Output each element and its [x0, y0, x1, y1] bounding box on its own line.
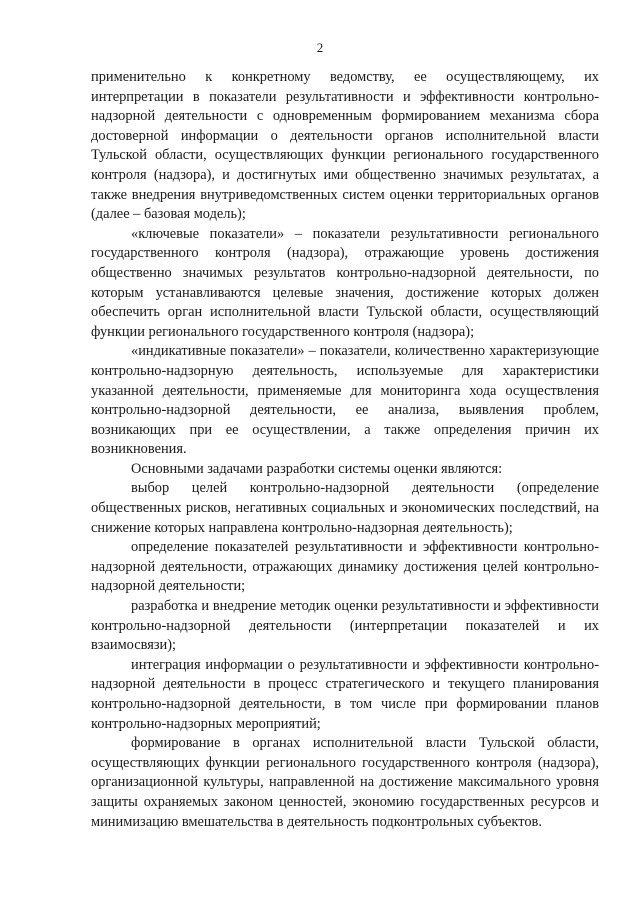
paragraph-tasks-heading: Основными задачами разработки системы оценки являются:: [131, 460, 503, 477]
paragraph-task-indicators: определение показателей результативности и эффективности контрольно-надзорной деятельности, отражающих динамику достижения целей контрольно-надзорной деятельности;: [91, 539, 599, 595]
paragraph-base-model-continuation: применительно к конкретному ведомству, ее осуществляющему, их интерпретации в показатели результативности и эффективности контрольно-надзорной деятельности с одновременным формированием механизма сбора достоверной информации о деятельности органов исполнительной власти Тульской области, осуществляющих функции регионального государственного контроля (надзора), и достигнутых ими общественно значимых результатах, а также внедрения внутриведомственных систем оценки территориальных органов (далее – базовая модель);: [91, 69, 599, 223]
paragraph-key-indicators: «ключевые показатели» – показатели результативности регионального государственного контроля (надзора), отражающие уровень достижения общественно значимых результатов контрольно-надзорной деятельности, по которым устанавливаются целевые значения, достижение которых должен обеспечить орган исполнительной власти Тульской области, осуществляющий функции регионального государственного контроля (надзора);: [91, 225, 599, 340]
paragraph-task-culture: формирование в органах исполнительной власти Тульской области, осуществляющих функции регионального государственного контроля (надзора), организационной культуры, направленной на достижение максимального уровня защиты охраняемых законом ценностей, экономию государственных ресурсов и минимизацию вмешательства в деятельность подконтрольных субъектов.: [91, 735, 599, 830]
body-text: [91, 68, 599, 832]
paragraph-task-goals: выбор целей контрольно-надзорной деятельности (определение общественных рисков, негативных социальных и экономических последствий, на снижение которых направлена контрольно-надзорная деятельность);: [91, 480, 599, 536]
paragraph-indicative-indicators: «индикативные показатели» – показатели, количественно характеризующие контрольно-надзорную деятельность, используемые для характеристики указанной деятельности, применяемые для мониторинга хода осуществления контрольно-надзорной деятельности, ее анализа, выявления проблем, возникающих при ее осуществлении, а также определения причин их возникновения.: [91, 343, 599, 458]
page-number: 2: [316, 40, 324, 55]
paragraph-task-integration: интеграция информации о результативности и эффективности контрольно-надзорной деятельности в процесс стратегического и текущего планирования контрольно-надзорной деятельности, в том числе при формировании планов контрольно-надзорных мероприятий;: [91, 656, 599, 732]
paragraph-task-methods: разработка и внедрение методик оценки результативности и эффективности контрольно-надзорной деятельности (интерпретации показателей и их взаимосвязи);: [91, 598, 599, 654]
